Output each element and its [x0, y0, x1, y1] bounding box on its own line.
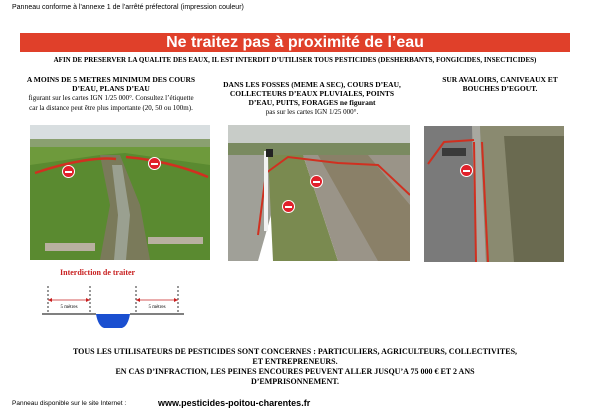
- subtitle: AFIN DE PRESERVER LA QUALITE DES EAUX, IL EST INTERDIT D’UTILISER TOUS PESTICIDES (DESHERBANTS, FONGICIDES, INSECTICIDES): [53, 56, 537, 64]
- column-2-text: [222, 80, 402, 117]
- no-entry-sign-icon: [460, 164, 473, 177]
- page-title: Ne traitez pas à proximité de l’eau: [20, 33, 570, 52]
- stream-photo: [30, 125, 210, 260]
- no-entry-sign-icon: [148, 157, 161, 170]
- right-distance-label: 5 mètres: [148, 305, 166, 310]
- ditch-photo: [228, 125, 410, 261]
- gutter-photo: [424, 126, 564, 262]
- diagram-title: Interdiction de traiter: [60, 268, 136, 277]
- buffer-zone-diagram-image: [38, 280, 188, 340]
- column-3-text: [440, 75, 560, 93]
- column-1-normal: figurant sur les cartes IGN 1/25 000°. Consultez l’étiquette car la distance peut être plus importante (20, 50 ou 100m).: [28, 94, 194, 112]
- left-distance-label: 5 mètres: [60, 305, 78, 310]
- ditch-photo-image: [228, 125, 410, 261]
- bottom-line-2: ET ENTREPRENEURS.: [252, 357, 338, 366]
- bottom-line-1: TOUS LES UTILISATEURS DE PESTICIDES SONT CONCERNES : PARTICULIERS, AGRICULTEURS, COLLECTIVITES,: [72, 347, 518, 356]
- website-link[interactable]: www.pesticides-poitou-charentes.fr: [158, 398, 311, 408]
- bottom-warning: [0, 347, 590, 387]
- column-3-bold: SUR AVALOIRS, CANIVEAUX ET BOUCHES D’EGOUT.: [442, 75, 558, 93]
- gutter-photo-image: [424, 126, 564, 262]
- no-entry-sign-icon: [282, 200, 295, 213]
- column-1-bold: A MOINS DE 5 METRES MINIMUM DES COURS D’EAU, PLANS D’EAU: [26, 75, 196, 93]
- bottom-line-3: EN CAS D’INFRACTION, LES PEINES ENCOURES PEUVENT ALLER JUSQU’A 75 000 € ET 2 ANS: [115, 367, 475, 376]
- footer-label: Panneau disponible sur le site Internet :: [12, 400, 127, 407]
- column-2-bold: DANS LES FOSSES (MEME A SEC), COURS D’EAU, COLLECTEURS D’EAUX PLUVIALES, POINTS D’EAU, PUITS, FORAGES ne figurant: [223, 80, 401, 107]
- no-entry-sign-icon: [62, 165, 75, 178]
- column-1-text: [26, 75, 196, 113]
- stream-photo-image: [30, 125, 210, 260]
- column-2-normal: pas sur les cartes IGN 1/25 000°.: [265, 108, 359, 116]
- conformity-note: Panneau conforme à l'annexe 1 de l'arrêté préfectoral (impression couleur): [12, 4, 244, 11]
- buffer-zone-diagram: [38, 280, 188, 340]
- bottom-line-4: D’EMPRISONNEMENT.: [250, 377, 340, 386]
- no-entry-sign-icon: [310, 175, 323, 188]
